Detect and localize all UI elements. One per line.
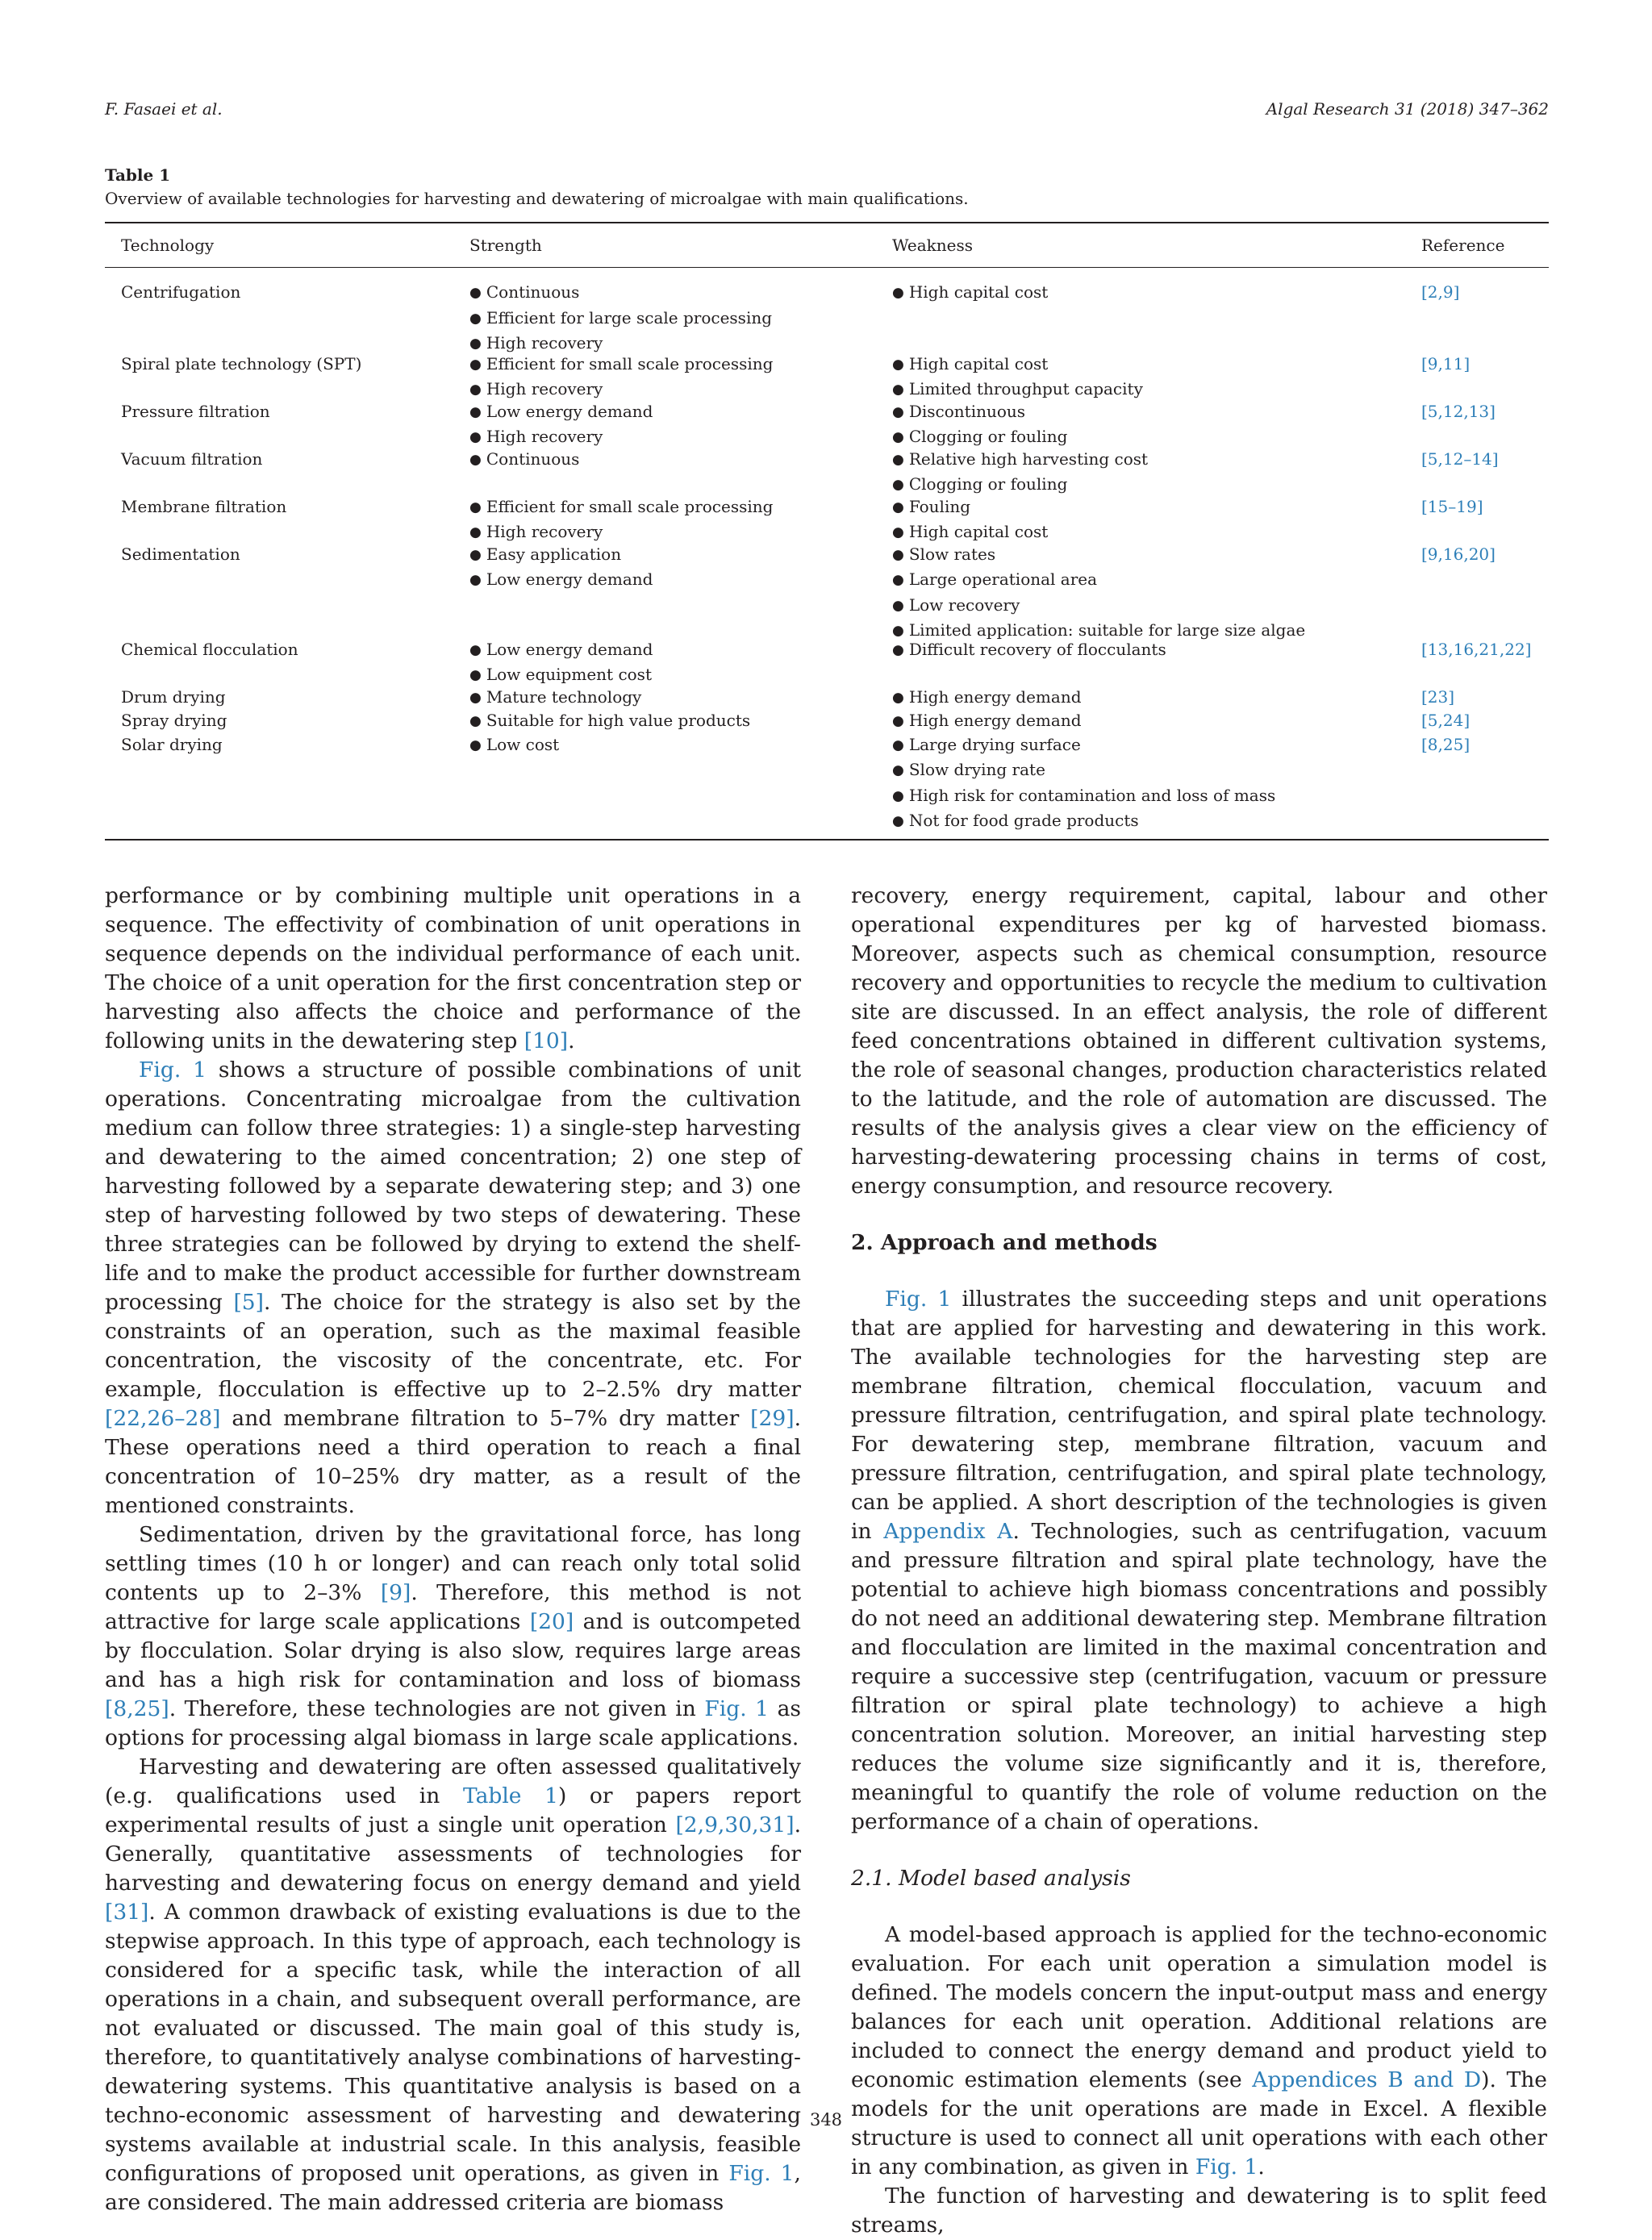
citation-link[interactable]: [22,26–28] bbox=[105, 1406, 221, 1431]
citation-link[interactable]: [2,9,30,31] bbox=[675, 1812, 795, 1837]
table-row bbox=[0, 638, 1652, 686]
reference-link[interactable]: [23] bbox=[1421, 686, 1455, 707]
weakness-cell bbox=[892, 638, 1166, 664]
bullet-item: ● High energy demand bbox=[892, 686, 1082, 707]
bullet-item: ● Limited throughput capacity bbox=[892, 379, 1143, 398]
weakness-cell bbox=[892, 686, 1082, 711]
bullet-icon: ● bbox=[892, 451, 904, 468]
table-header-rule bbox=[105, 267, 1549, 268]
table-row bbox=[0, 686, 1652, 710]
reference-link[interactable]: [9,11] bbox=[1421, 353, 1471, 373]
bullet-icon: ● bbox=[469, 572, 482, 588]
table-row bbox=[0, 400, 1652, 448]
bullet-item: ● Slow drying rate bbox=[892, 760, 1045, 779]
bullet-item: ● Continuous bbox=[469, 448, 580, 469]
bullet-item: ● Low energy demand bbox=[469, 401, 653, 421]
weakness-cell bbox=[892, 281, 1048, 307]
bullet-item: ● Efficient for small scale processing bbox=[469, 353, 774, 373]
bullet-icon: ● bbox=[892, 524, 904, 540]
bullet-icon: ● bbox=[469, 498, 482, 515]
bullet-item: ● Large drying surface bbox=[892, 734, 1081, 754]
strength-cell bbox=[469, 638, 653, 689]
bullet-item: ● Easy application bbox=[469, 544, 622, 564]
citation-link[interactable]: [9] bbox=[380, 1580, 411, 1605]
technology-cell: Spray drying bbox=[121, 711, 227, 730]
table-row bbox=[0, 352, 1652, 400]
bullet-item: ● Suitable for high value products bbox=[469, 711, 751, 730]
bullet-item: ● Mature technology bbox=[469, 686, 642, 707]
bullet-icon: ● bbox=[892, 641, 904, 658]
appendix-link[interactable]: Appendix A bbox=[883, 1519, 1013, 1544]
weakness-cell bbox=[892, 448, 1148, 498]
reference-link[interactable]: [2,9] bbox=[1421, 282, 1460, 302]
paragraph: Fig. 1 illustrates the succeeding steps and unit operations that are applied for harvesting and dewatering in this work. The available technologies for the harvesting step are membrane filtration, chemical flocculation, vacuum and pressure filtration, centrifugation, and spiral plate technology. For dewatering step, membrane filtration, vacuum and pressure filtration, centrifugation, and spiral plate technology, can be applied. A short description of the technologies is given in Appendix A. Technologies, such as centrifugation, vacuum and pressure filtration and spiral plate technology, have the potential to achieve high biomass concentrations and possibly do not need an additional dewatering step. Membrane filtration and flocculation are limited in the maximal concentration and require a successive step (centrifugation, vacuum or pressure filtration or spiral plate technology) to achieve a high concentration solution. Moreover, an initial harvesting step reduces the volume size significantly and it is, therefore, meaningful to quantify the role of volume reduction on the performance of a chain of operations. bbox=[851, 1287, 1548, 1834]
figure-link[interactable]: Fig. 1 bbox=[704, 1696, 770, 1721]
table-body bbox=[0, 281, 1652, 828]
strength-cell bbox=[469, 686, 641, 711]
bullet-icon: ● bbox=[469, 524, 482, 540]
left-column bbox=[105, 882, 801, 2217]
table-caption: Overview of available technologies for harvesting and dewatering of microalgae with main qualifications. bbox=[105, 189, 969, 208]
bullet-icon: ● bbox=[469, 736, 482, 753]
paragraph: Sedimentation, driven by the gravitational force, has long settling times (10 h or longer) and can reach only total solid contents up to 2–3% [9]. Therefore, this method is not attractive for large scale applications [20] and is outcompeted by flocculation. Solar drying is also slow, requires large areas and has a high risk for contamination and loss of biomass [8,25]. Therefore, these technologies are not given in Fig. 1 as options for processing algal biomass in large scale applications. bbox=[105, 1522, 801, 1750]
bullet-icon: ● bbox=[469, 713, 482, 729]
bullet-item: ● High capital cost bbox=[892, 522, 1049, 541]
running-header-authors: F. Fasaei et al. bbox=[105, 99, 223, 119]
running-header-journal: Algal Research 31 (2018) 347–362 bbox=[1266, 99, 1549, 119]
strength-cell bbox=[469, 281, 772, 357]
bullet-item: ● High recovery bbox=[469, 379, 603, 398]
bullet-icon: ● bbox=[892, 713, 904, 729]
bullet-icon: ● bbox=[892, 572, 904, 588]
bullet-icon: ● bbox=[469, 356, 482, 373]
bullet-icon: ● bbox=[469, 429, 482, 445]
bullet-icon: ● bbox=[469, 689, 482, 706]
strength-cell bbox=[469, 543, 653, 594]
reference-link[interactable]: [5,12,13] bbox=[1421, 401, 1496, 421]
bullet-icon: ● bbox=[892, 813, 904, 829]
bullet-icon: ● bbox=[892, 762, 904, 778]
bullet-icon: ● bbox=[892, 736, 904, 753]
table-row bbox=[0, 733, 1652, 828]
bullet-icon: ● bbox=[892, 477, 904, 493]
figure-link[interactable]: Fig. 1 bbox=[139, 1057, 206, 1082]
table-row bbox=[0, 281, 1652, 352]
bullet-item: ● Large operational area bbox=[892, 569, 1098, 589]
citation-link[interactable]: [8,25] bbox=[105, 1696, 169, 1721]
bullet-item: ● Relative high harvesting cost bbox=[892, 448, 1149, 469]
table-row bbox=[0, 543, 1652, 638]
table-row bbox=[0, 709, 1652, 733]
bullet-icon: ● bbox=[469, 310, 482, 327]
technology-cell: Spiral plate technology (SPT) bbox=[121, 353, 362, 373]
bullet-icon: ● bbox=[892, 403, 904, 420]
right-column bbox=[851, 882, 1547, 2240]
paragraph: recovery, energy requirement, capital, labour and other operational expenditures per kg of harvested biomass. Moreover, aspects such as chemical consumption, resource recovery and opportunities to recycle the medium to cultivation site are discussed. In an effect analysis, the role of different feed concentrations obtained in different cultivation systems, the role of seasonal changes, production characteristics related to the latitude, and the role of automation are discussed. The results of the analysis gives a clear view on the efficiency of harvesting-dewatering processing chains in terms of cost, energy consumption, and resource recovery. bbox=[851, 883, 1547, 1199]
reference-link[interactable]: [5,12–14] bbox=[1421, 448, 1499, 469]
figure-link[interactable]: Fig. 1 bbox=[728, 2161, 795, 2186]
appendix-link[interactable]: Appendices B and D bbox=[1252, 2067, 1482, 2092]
section-heading: 2. Approach and methods bbox=[851, 1230, 1158, 1255]
bullet-item: ● Continuous bbox=[469, 282, 580, 302]
bullet-icon: ● bbox=[892, 623, 904, 639]
bullet-icon: ● bbox=[469, 667, 482, 683]
reference-link[interactable]: [9,16,20] bbox=[1421, 544, 1496, 564]
reference-link[interactable]: [13,16,21,22] bbox=[1421, 639, 1532, 659]
bullet-item: ● Limited application: suitable for large size algae bbox=[892, 620, 1306, 640]
bullet-icon: ● bbox=[469, 336, 482, 352]
bullet-item: ● High recovery bbox=[469, 427, 603, 446]
table-label: Table 1 bbox=[105, 165, 171, 185]
weakness-cell bbox=[892, 400, 1067, 451]
reference-link[interactable]: [5,24] bbox=[1421, 711, 1471, 730]
citation-link[interactable]: [29] bbox=[750, 1406, 795, 1431]
bullet-item: ● Low recovery bbox=[892, 594, 1020, 615]
bullet-icon: ● bbox=[892, 382, 904, 398]
bullet-icon: ● bbox=[892, 429, 904, 445]
bullet-item: ● Low equipment cost bbox=[469, 665, 652, 684]
bullet-icon: ● bbox=[469, 403, 482, 420]
bullet-icon: ● bbox=[892, 546, 904, 563]
bullet-icon: ● bbox=[469, 451, 482, 468]
table-header-weakness: Weakness bbox=[892, 236, 974, 255]
table-row bbox=[0, 495, 1652, 543]
bullet-icon: ● bbox=[469, 546, 482, 563]
citation-link[interactable]: [20] bbox=[529, 1609, 574, 1634]
technology-cell: Solar drying bbox=[121, 734, 223, 754]
bullet-item: ● Efficient for large scale processing bbox=[469, 307, 773, 327]
bullet-item: ● Clogging or fouling bbox=[892, 427, 1068, 446]
bullet-item: ● High recovery bbox=[469, 333, 603, 352]
technology-cell: Chemical flocculation bbox=[121, 639, 298, 659]
table-row bbox=[0, 448, 1652, 495]
strength-cell bbox=[469, 352, 773, 403]
technology-cell: Pressure filtration bbox=[121, 401, 270, 421]
bullet-item: ● Slow rates bbox=[892, 544, 996, 564]
figure-link[interactable]: Fig. 1 bbox=[885, 1287, 952, 1312]
technology-cell: Drum drying bbox=[121, 686, 226, 707]
strength-cell bbox=[469, 448, 579, 473]
bullet-item: ● Fouling bbox=[892, 496, 971, 516]
bullet-item: ● Clogging or fouling bbox=[892, 474, 1068, 494]
strength-cell bbox=[469, 495, 773, 546]
strength-cell bbox=[469, 733, 559, 759]
bullet-icon: ● bbox=[892, 285, 904, 301]
citation-link[interactable]: [5] bbox=[233, 1290, 264, 1315]
bullet-item: ● High capital cost bbox=[892, 353, 1049, 373]
reference-link[interactable]: [8,25] bbox=[1421, 734, 1471, 754]
subsection-heading: 2.1. Model based analysis bbox=[851, 1866, 1131, 1891]
bullet-item: ● High energy demand bbox=[892, 711, 1082, 730]
bullet-item: ● Difficult recovery of flocculants bbox=[892, 639, 1166, 659]
technology-cell: Centrifugation bbox=[121, 282, 241, 302]
weakness-cell bbox=[892, 352, 1143, 403]
technology-cell: Membrane filtration bbox=[121, 496, 287, 516]
bullet-icon: ● bbox=[892, 356, 904, 373]
page-number: 348 bbox=[809, 2110, 843, 2129]
bullet-icon: ● bbox=[469, 382, 482, 398]
citation-link[interactable]: [10] bbox=[524, 1028, 569, 1053]
paragraph: Harvesting and dewatering are often assessed qualitatively (e.g. qualifications used in Table 1) or papers report experimental results of just a single unit operation [2,9,30,31]. Generally, quantitative assessments of technologies for harvesting and dewatering focus on energy demand and yield [31]. A common drawback of existing evaluations is due to the stepwise approach. In this type of approach, each technology is considered for a specific task, while the interaction of all operations in a chain, and subsequent overall performance, are not evaluated or discussed. The main goal of this study is, therefore, to quantitatively analyse combinations of harvesting-dewatering systems. This quantitative analysis is based on a techno-economic assessment of harvesting and dewatering systems available at industrial scale. In this analysis, feasible configurations of proposed unit operations, as given in Fig. 1, are considered. The main addressed criteria are biomass bbox=[105, 1754, 802, 2215]
technology-cell: Sedimentation bbox=[121, 544, 240, 564]
bullet-icon: ● bbox=[892, 498, 904, 515]
bullet-item: ● Low cost bbox=[469, 734, 560, 754]
bullet-item: ● Discontinuous bbox=[892, 401, 1026, 421]
bullet-icon: ● bbox=[469, 641, 482, 658]
technology-cell: Vacuum filtration bbox=[121, 448, 263, 469]
bullet-item: ● Low energy demand bbox=[469, 639, 653, 659]
weakness-cell bbox=[892, 733, 1275, 835]
weakness-cell bbox=[892, 543, 1305, 644]
table-header-technology: Technology bbox=[121, 236, 215, 255]
weakness-cell bbox=[892, 495, 1048, 546]
table-link[interactable]: Table 1 bbox=[462, 1783, 558, 1808]
figure-link[interactable]: Fig. 1 bbox=[1195, 2154, 1258, 2180]
bullet-icon: ● bbox=[469, 285, 482, 301]
table-header-reference: Reference bbox=[1421, 236, 1505, 255]
paragraph: Fig. 1 shows a structure of possible combinations of unit operations. Concentrating microalgae from the cultivation medium can follow three strategies: 1) a single-step harvesting and dewatering to the aimed concentration; 2) one step of harvesting followed by a separate dewatering step; and 3) one step of harvesting followed by two steps of dewatering. These three strategies can be followed by drying to extend the shelf-life and to make the product accessible for further downstream processing [5]. The choice for the strategy is also set by the constraints of an operation, such as the maximal feasible concentration, the viscosity of the concentrate, etc. For example, flocculation is effective up to 2–2.5% dry matter [22,26–28] and membrane filtration to 5–7% dry matter [29]. These operations need a third operation to reach a final concentration of 10–25% dry matter, as a result of the mentioned constraints. bbox=[105, 1057, 801, 1518]
table-top-rule bbox=[105, 222, 1549, 223]
paragraph: The function of harvesting and dewatering is to split feed streams, bbox=[851, 2184, 1547, 2238]
bullet-icon: ● bbox=[892, 787, 904, 804]
strength-cell bbox=[469, 400, 653, 451]
bullet-icon: ● bbox=[892, 689, 904, 706]
bullet-item: ● High recovery bbox=[469, 522, 603, 541]
paragraph: performance or by combining multiple unit operations in a sequence. The effectivity of combination of unit operations in sequence depends on the individual performance of each unit. The choice of a unit operation for the first concentration step or harvesting also affects the choice and performance of the following units in the dewatering step [10]. bbox=[105, 883, 801, 1053]
bullet-item: ● High risk for contamination and loss of mass bbox=[892, 785, 1276, 805]
bullet-item: ● High capital cost bbox=[892, 282, 1049, 302]
reference-link[interactable]: [15–19] bbox=[1421, 496, 1483, 516]
bullet-item: ● Low energy demand bbox=[469, 569, 653, 589]
weakness-cell bbox=[892, 709, 1082, 735]
table-bottom-rule bbox=[105, 839, 1549, 841]
citation-link[interactable]: [31] bbox=[105, 1900, 149, 1925]
bullet-icon: ● bbox=[892, 597, 904, 614]
table-header-strength: Strength bbox=[469, 236, 542, 255]
paragraph: A model-based approach is applied for the techno-economic evaluation. For each unit operation a simulation model is defined. The models concern the input-output mass and energy balances for each unit operation. Additional relations are included to connect the energy demand and product yield to economic estimation elements (see Appendices B and D). The models for the unit operations are made in Excel. A flexible structure is used to connect all unit operations with each other in any combination, as given in Fig. 1. bbox=[851, 1922, 1547, 2180]
bullet-item: ● Not for food grade products bbox=[892, 811, 1139, 830]
bullet-item: ● Efficient for small scale processing bbox=[469, 496, 774, 516]
strength-cell bbox=[469, 709, 750, 735]
